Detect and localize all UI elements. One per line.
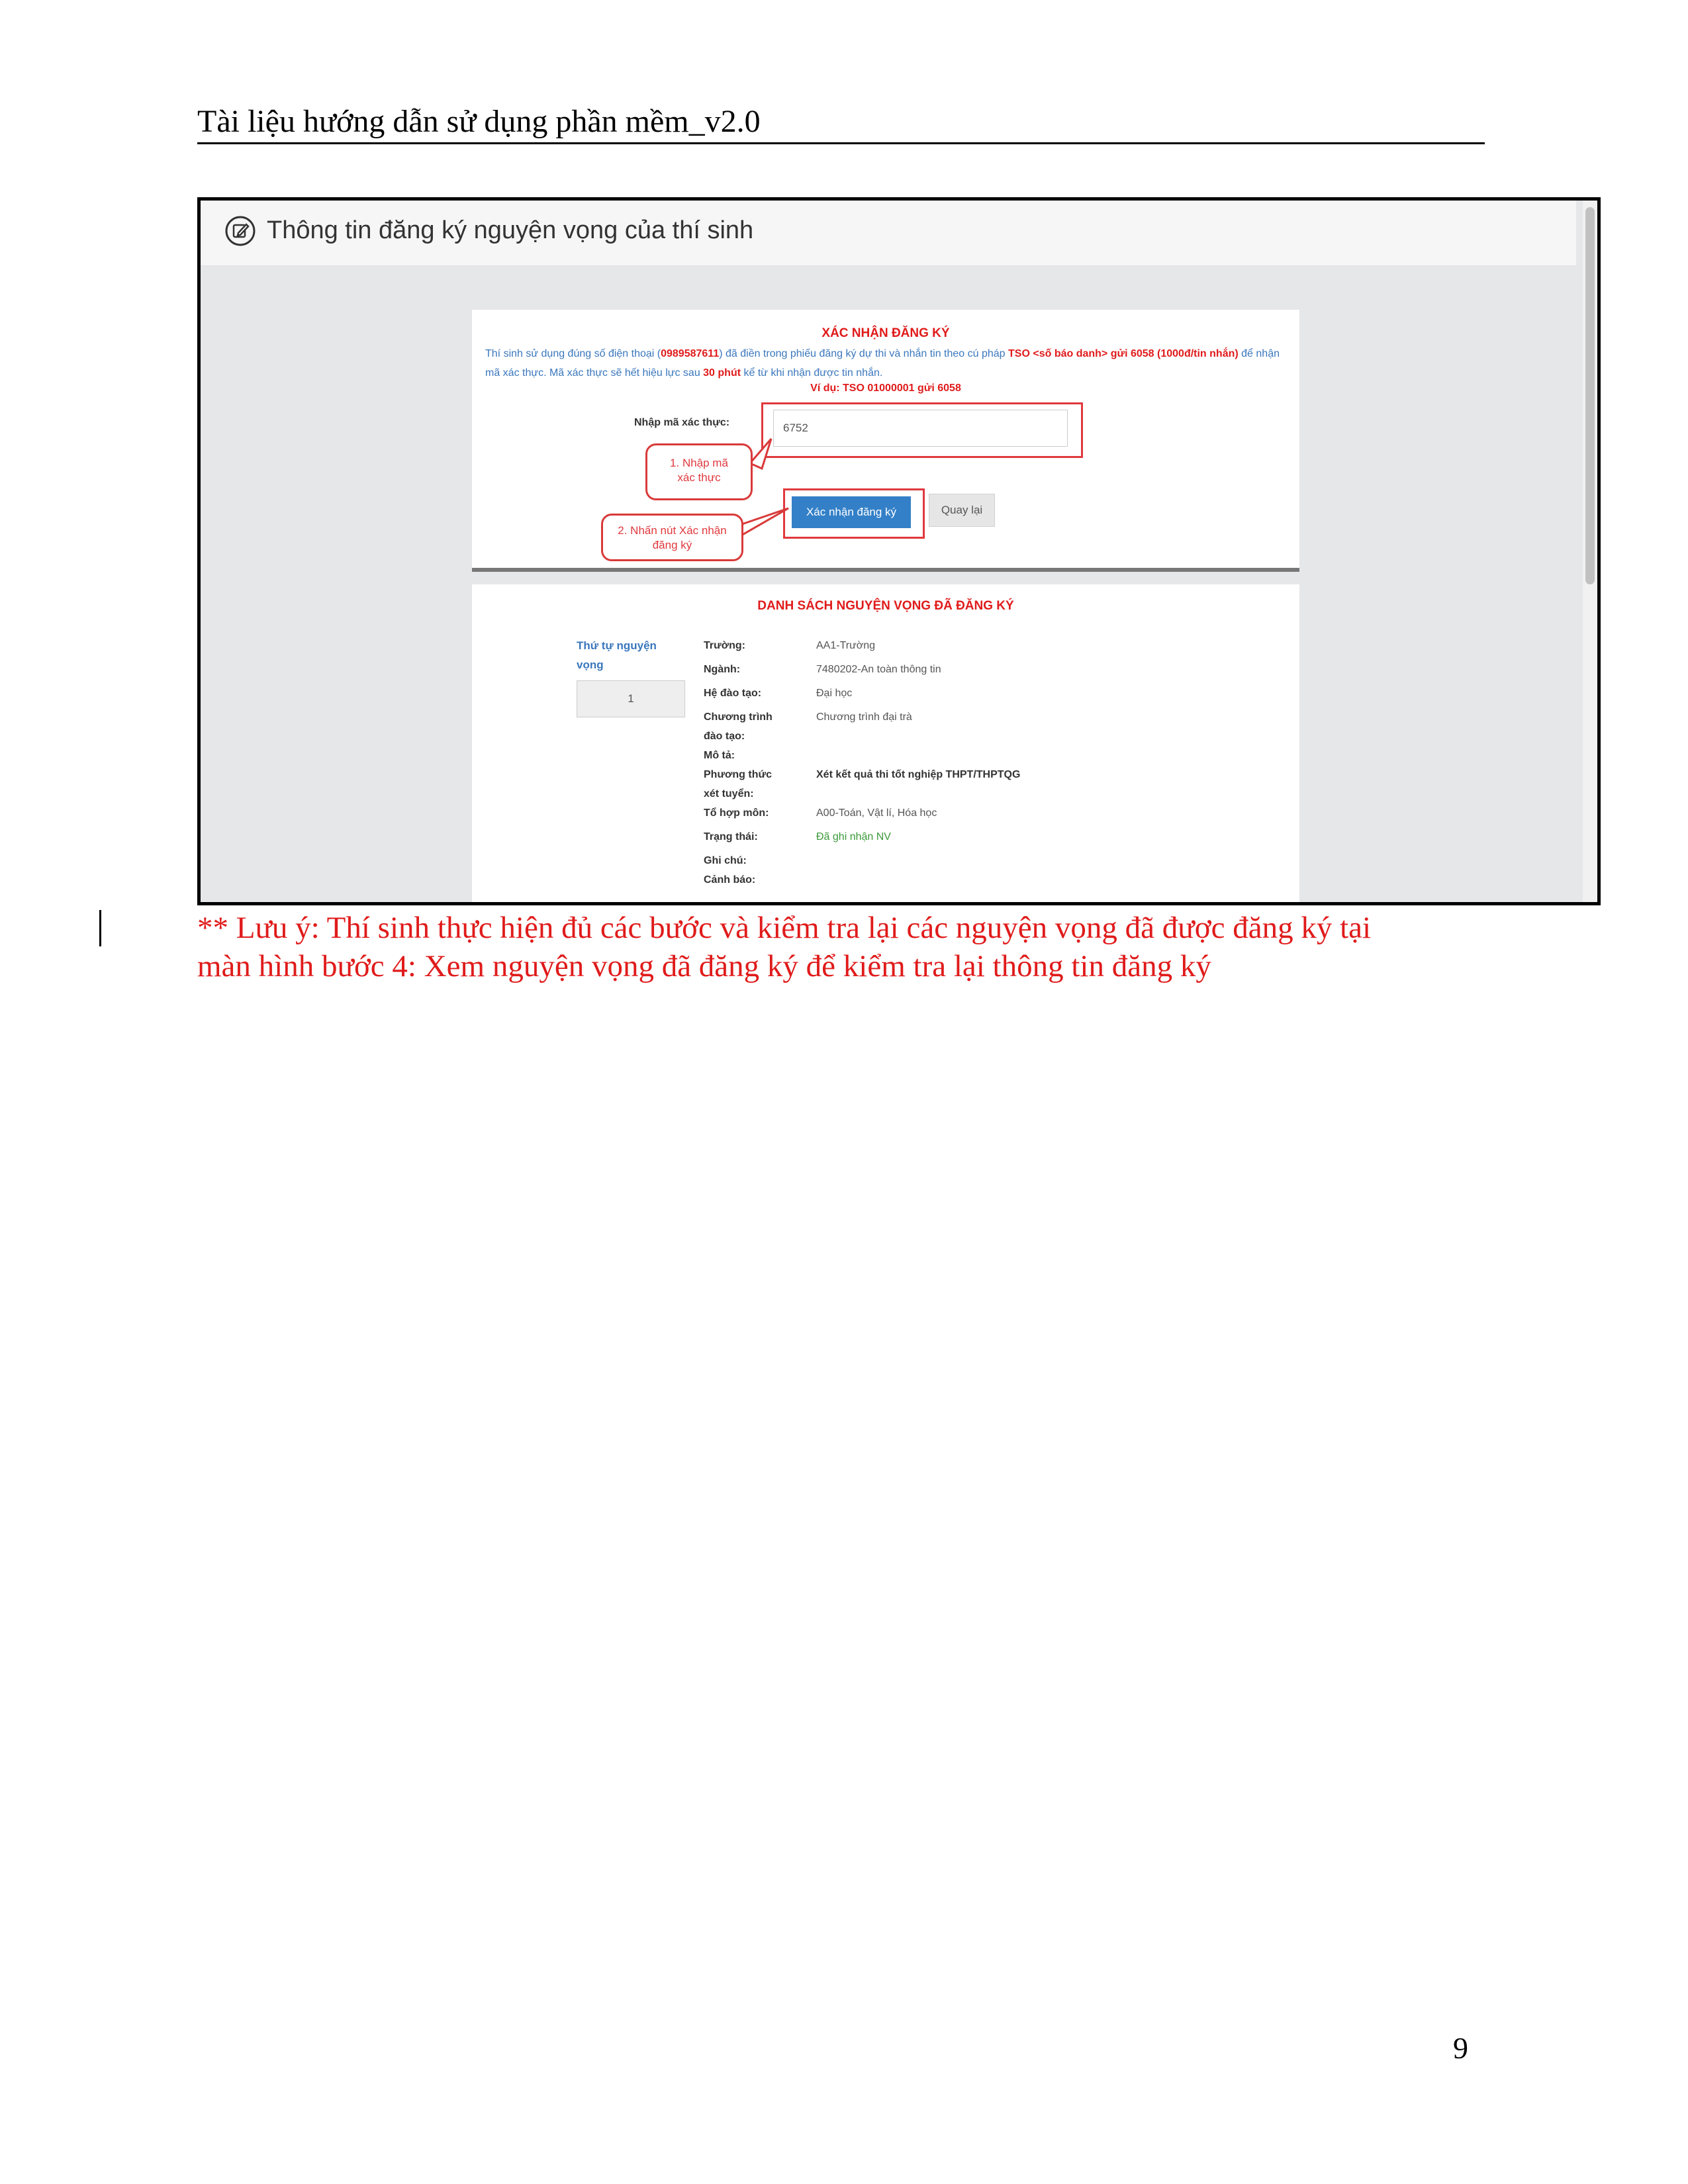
note-paragraph xyxy=(197,909,1495,985)
document-header xyxy=(197,96,1485,144)
page-title: Thông tin đăng ký nguyện vọng của thí sinh xyxy=(267,216,754,244)
callout-arrows xyxy=(472,310,1299,574)
order-label-line-1: Thứ tự nguyện xyxy=(577,639,657,652)
screenshot-frame xyxy=(197,197,1601,905)
field-value: 7480202-An toàn thông tin xyxy=(816,664,941,675)
page-header-bar xyxy=(201,201,1576,266)
sms-syntax: TSO <số báo danh> gửi 6058 xyxy=(1008,348,1154,359)
note-line-2: màn hình bước 4: Xem nguyện vọng đã đăng ký để kiểm tra lại thông tin đăng ký xyxy=(197,949,1211,983)
document-title: Tài liệu hướng dẫn sử dụng phần mềm_v2.0 xyxy=(197,104,761,139)
field-label xyxy=(704,765,816,803)
field-value: Xét kết quả thi tốt nghiệp THPT/THPTQG xyxy=(816,769,1021,780)
change-bar xyxy=(99,910,101,946)
registered-wishes-card xyxy=(472,584,1299,905)
list-heading: DANH SÁCH NGUYỆN VỌNG ĐÃ ĐĂNG KÝ xyxy=(757,599,1014,613)
sms-fee: (1000đ/tin nhắn) xyxy=(1157,348,1239,359)
field-label: Tổ hợp môn: xyxy=(704,807,769,819)
note-line-1: ** Lưu ý: Thí sinh thực hiện đủ các bước và kiểm tra lại các nguyện vọng đã được đăng ký tại xyxy=(197,911,1372,945)
edit-icon xyxy=(224,215,256,247)
instr-text-2: ) đã điền trong phiếu đăng ký dự thi và nhắn tin theo cú pháp xyxy=(719,348,1009,359)
field-value: AA1-Trường xyxy=(816,640,876,651)
callout-1-line-1: 1. Nhập mã xyxy=(670,457,728,469)
field-label: Hệ đào tạo: xyxy=(704,688,762,699)
callout-2-line-2: đăng ký xyxy=(652,539,692,551)
callout-press-confirm xyxy=(601,514,743,561)
instr-text-4: kể từ khi nhận được tin nhắn. xyxy=(741,367,883,379)
callout-2-line-1: 2. Nhấn nút Xác nhận xyxy=(618,524,727,537)
callout-1-line-2: xác thực xyxy=(677,471,721,484)
field-label-line-2: đào tạo: xyxy=(704,731,745,742)
field-label: Trạng thái: xyxy=(704,831,758,842)
field-value: Đại học xyxy=(816,688,853,699)
code-duration: 30 phút xyxy=(703,367,741,379)
field-label: Mô tả: xyxy=(704,750,735,761)
field-label: Cảnh báo: xyxy=(704,874,756,886)
order-label xyxy=(577,636,676,674)
instr-text-3: để nhận mã xác thực. Mã xác thực sẽ hết hiệu lực sau xyxy=(485,348,1280,379)
field-label: Trường: xyxy=(704,640,745,651)
status-value: Đã ghi nhận NV xyxy=(816,831,891,842)
instr-text-1: Thí sinh sử dụng đúng số điện thoại ( xyxy=(485,348,661,359)
confirm-heading: XÁC NHẬN ĐĂNG KÝ xyxy=(821,326,950,340)
field-label: Ghi chú: xyxy=(704,855,747,866)
confirm-registration-button[interactable]: Xác nhận đăng ký xyxy=(792,496,911,528)
page-number: 9 xyxy=(1453,2031,1468,2065)
field-label xyxy=(704,707,816,746)
field-label-line-1: Phương thức xyxy=(704,769,772,780)
code-label: Nhập mã xác thực: xyxy=(634,417,730,428)
order-label-line-2: vọng xyxy=(577,659,604,671)
field-label-line-1: Chương trình xyxy=(704,711,773,723)
field-value: A00-Toán, Vật lí, Hóa học xyxy=(816,807,937,819)
phone-number: 0989587611 xyxy=(661,348,720,359)
scrollbar[interactable] xyxy=(1583,201,1597,902)
confirm-registration-card xyxy=(472,310,1299,572)
field-label: Ngành: xyxy=(704,664,741,675)
order-value: 1 xyxy=(577,680,685,717)
back-button[interactable]: Quay lại xyxy=(929,494,995,527)
field-label-line-2: xét tuyển: xyxy=(704,788,754,799)
callout-enter-code xyxy=(645,443,753,500)
sms-example: Ví dụ: TSO 01000001 gửi 6058 xyxy=(810,383,961,394)
scrollbar-thumb[interactable] xyxy=(1585,207,1595,584)
field-value: Chương trình đại trà xyxy=(816,711,912,723)
